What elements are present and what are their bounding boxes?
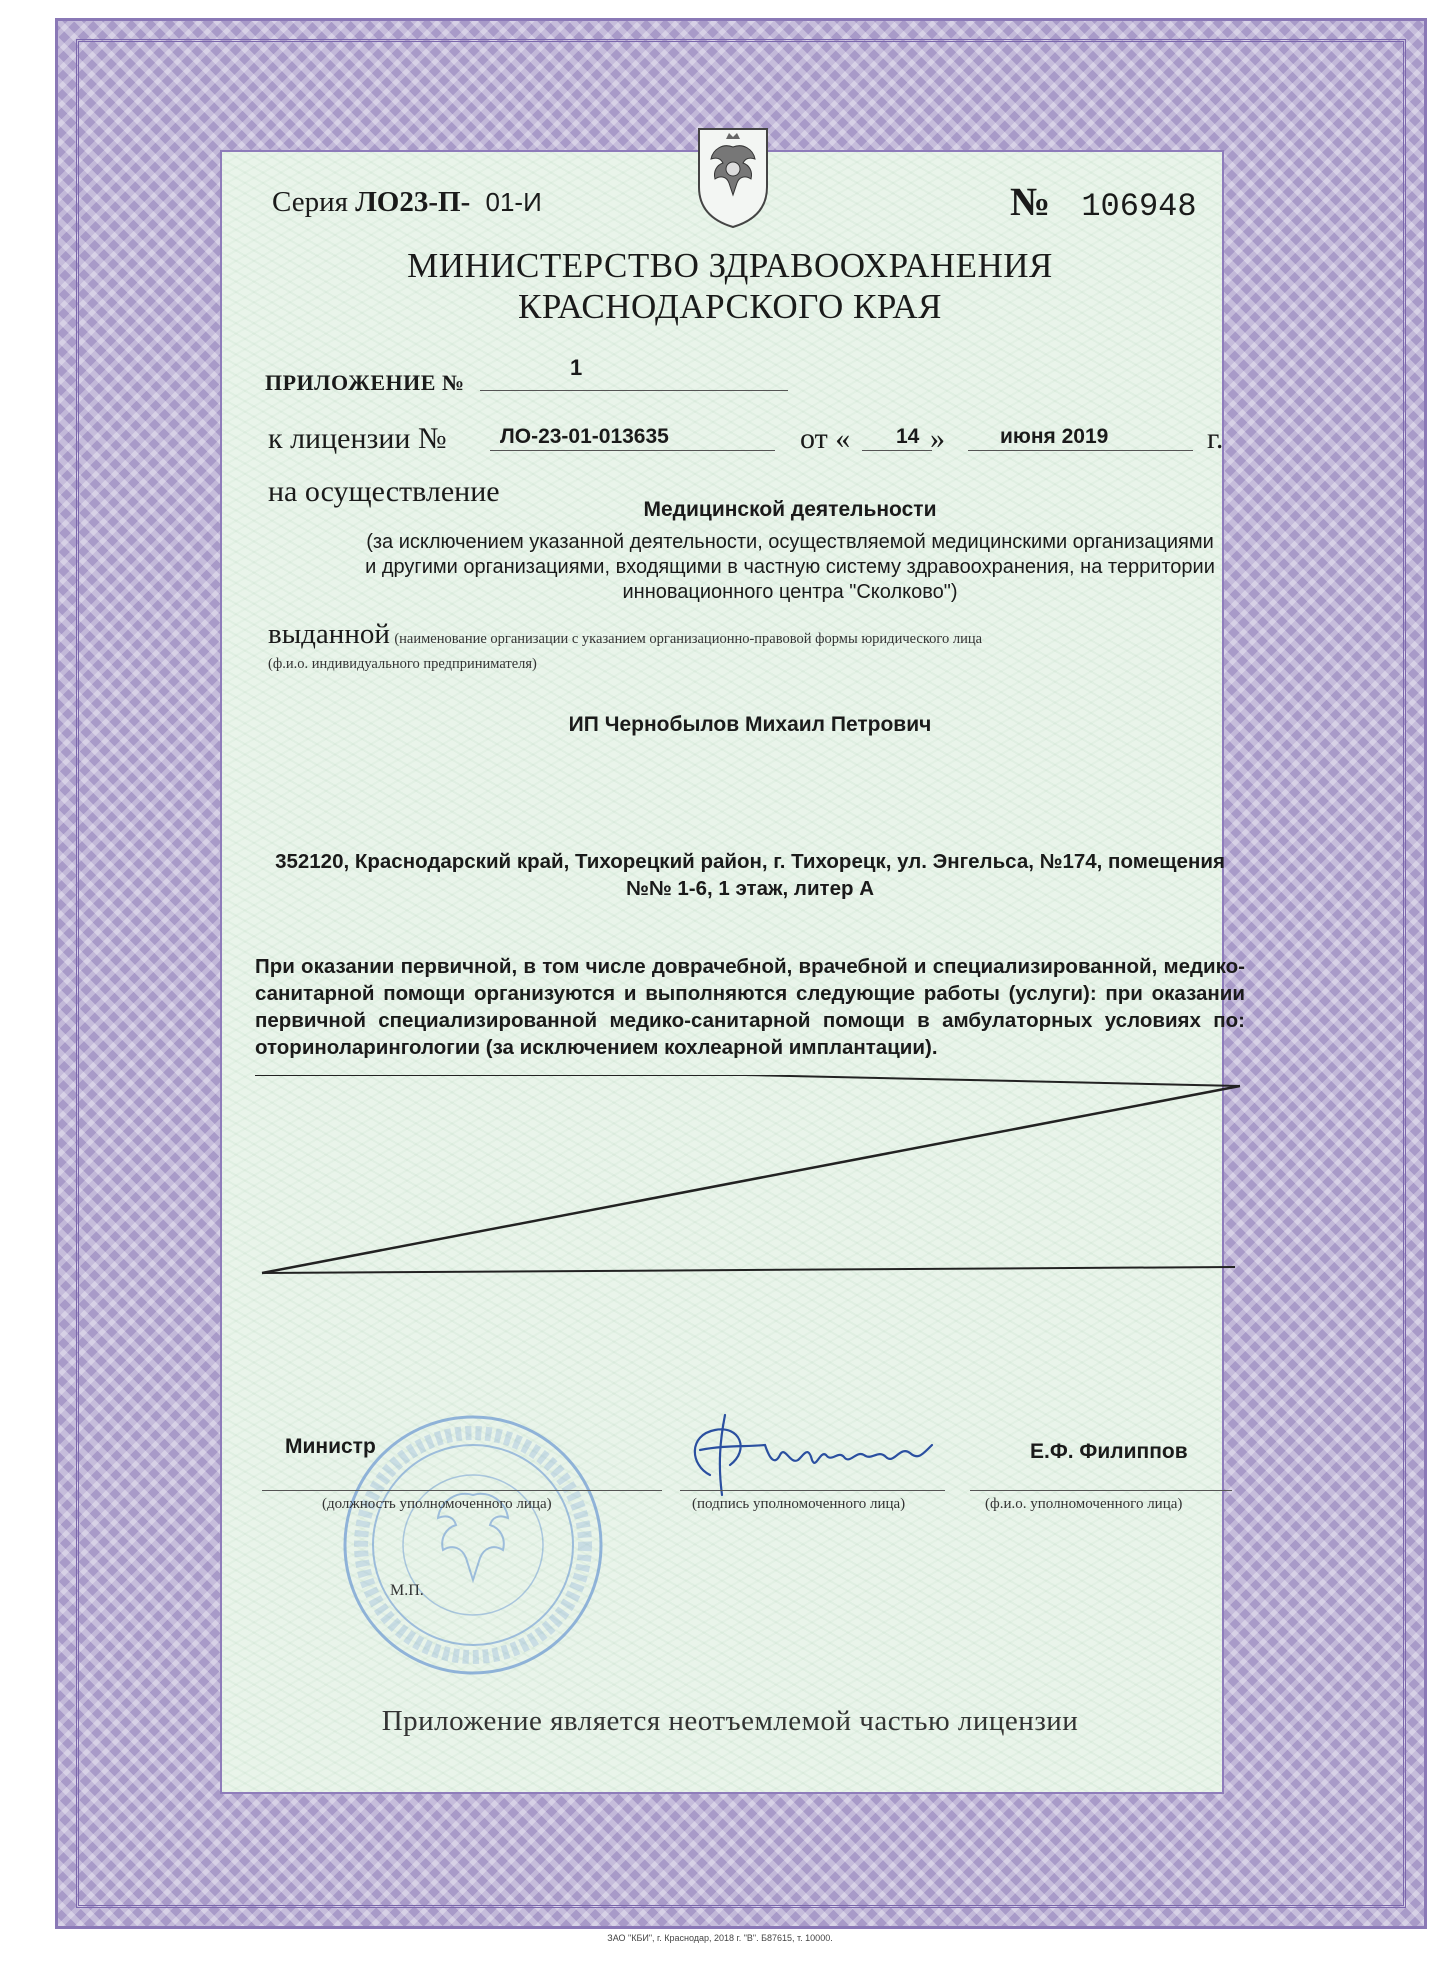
form-number: 106948 <box>1081 188 1197 225</box>
license-day: 14 <box>896 425 920 448</box>
signature-caption: (подпись уполномоченного лица) <box>692 1496 906 1512</box>
ministry-title-line2: КРАСНОДАРСКОГО КРАЯ <box>518 287 942 326</box>
activity-label: на осуществление <box>268 475 500 508</box>
date-from-label: от « <box>800 422 851 455</box>
appendix-number: 1 <box>570 355 583 380</box>
issued-hint-2: (ф.и.о. индивидуального предпринимателя) <box>268 656 537 672</box>
issued-label: выданной <box>268 618 390 650</box>
holder-address: 352120, Краснодарский край, Тихорецкий район, г. Тихорецк, ул. Энгельса, №174, помещения №№ 1-6, 1 этаж, литер А <box>275 850 1225 900</box>
official-seal <box>338 1410 608 1680</box>
appendix-label: ПРИЛОЖЕНИЕ № <box>265 370 465 395</box>
series-label: Серия <box>272 186 348 218</box>
signatory-position: Министр <box>285 1435 376 1458</box>
license-holder-name: ИП Чернобылов Михаил Петрович <box>568 713 932 736</box>
coat-of-arms-icon <box>693 125 773 230</box>
year-suffix: г. <box>1207 422 1224 455</box>
printer-imprint: ЗАО "КБИ", г. Краснодар, 2018 г. "В". Б87615, т. 10000. <box>607 1933 833 1943</box>
signatory-name: Е.Ф. Филиппов <box>1030 1440 1188 1463</box>
appendix-footer-note: Приложение является неотъемлемой частью лицензии <box>381 1705 1079 1737</box>
date-close-quote: » <box>930 422 945 455</box>
stamp-place-label: М.П. <box>390 1582 424 1599</box>
activity-name: Медицинской деятельности <box>643 498 937 521</box>
services-text: При оказании первичной, в том числе доврачебной, врачебной и специализированной, медико-санитарной помощи организуются и выполняются следующие работы (услуги): при оказании первичной специализированной медико-санитарной помощи в амбулаторных условиях по: оториноларингологии (за исключением кохлеарной имплантации). <box>255 955 1245 1059</box>
series-code: ЛО23-П- <box>355 186 471 218</box>
blank-fill-lines <box>250 1075 1250 1275</box>
series-suffix: 01-И <box>485 187 542 217</box>
number-sign: № <box>1010 179 1051 224</box>
license-prefix: к лицензии № <box>268 422 447 455</box>
name-caption: (ф.и.о. уполномоченного лица) <box>985 1496 1183 1512</box>
position-caption: (должность уполномоченного лица) <box>322 1496 552 1512</box>
license-number: ЛО-23-01-013635 <box>500 425 669 448</box>
activity-detail: (за исключением указанной деятельности, осуществляемой медицинскими организациями и другими организациями, входящими в частную систему здравоохранения, на территории инновационного центра "Сколково") <box>365 531 1215 603</box>
issued-hint-1: (наименование организации с указанием организационно-правовой формы юридического лица <box>394 631 983 647</box>
ministry-title-line1: МИНИСТЕРСТВО ЗДРАВООХРАНЕНИЯ <box>407 246 1053 285</box>
license-month-year: июня 2019 <box>1000 425 1109 448</box>
